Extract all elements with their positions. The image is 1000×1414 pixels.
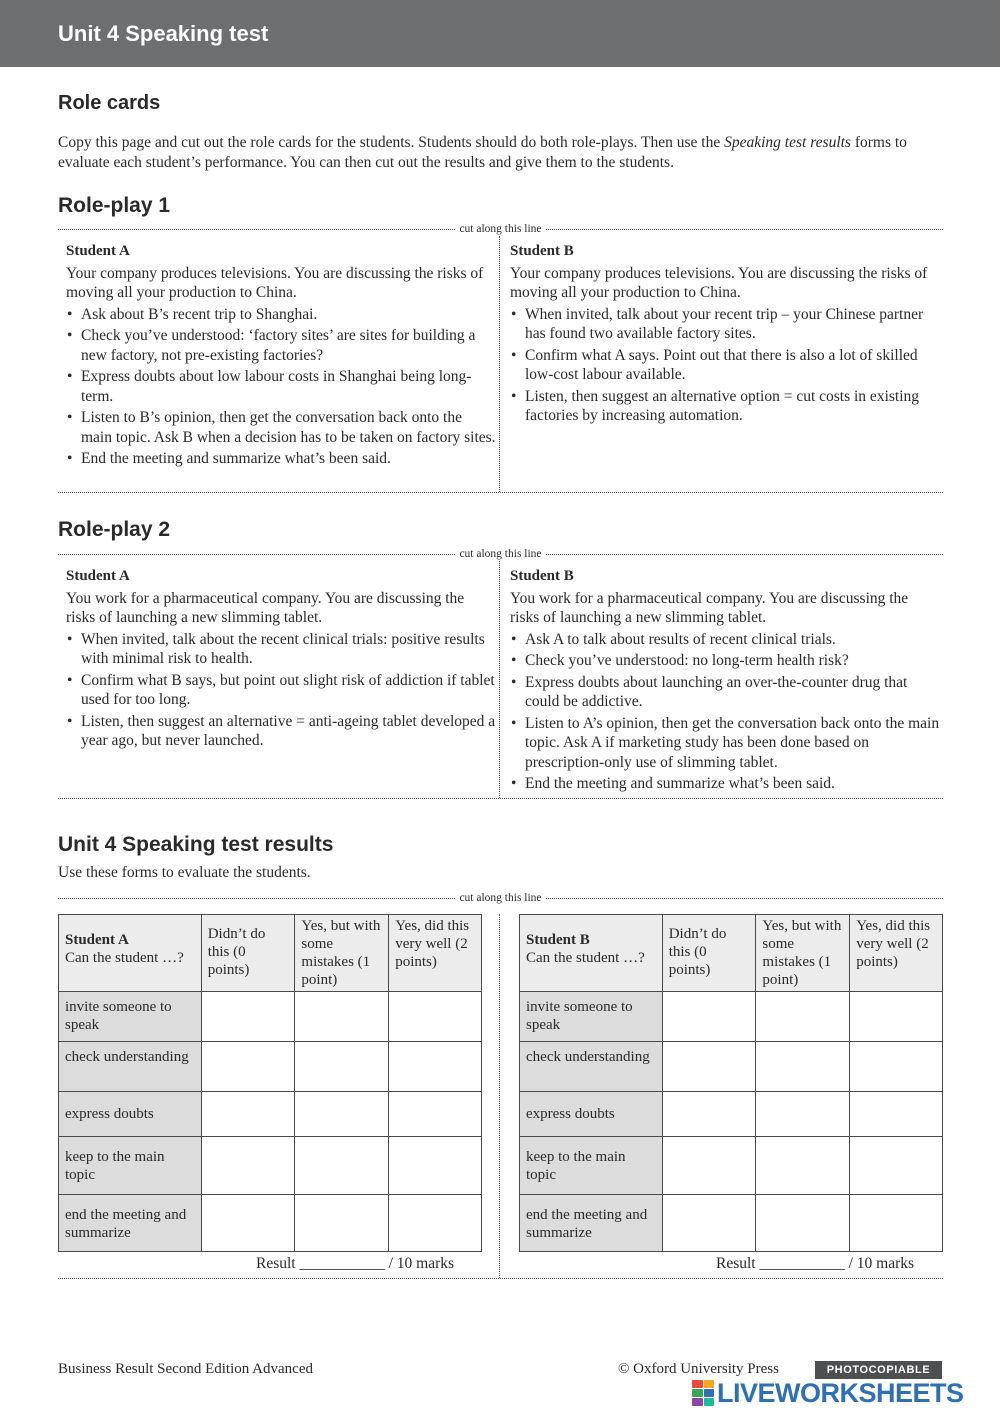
- photocopiable-badge: PHOTOCOPIABLE: [815, 1361, 942, 1379]
- table-student-label: Student A: [65, 932, 129, 948]
- score-cell[interactable]: [662, 1195, 756, 1252]
- table-row-label: invite someone to speak: [59, 992, 202, 1042]
- score-cell[interactable]: [662, 1137, 756, 1195]
- results-heading: Unit 4 Speaking test results: [58, 833, 334, 856]
- table-column-header: Yes, but with some mistakes (1 point): [295, 915, 389, 992]
- card-bullets: [510, 630, 940, 794]
- card-student-label: Student A: [66, 568, 130, 584]
- result-suffix: / 10 marks: [848, 1255, 915, 1272]
- cut-line: [58, 222, 943, 236]
- score-cell[interactable]: [389, 1137, 482, 1195]
- card-bullet: • Ask about B’s recent trip to Shanghai.: [66, 305, 496, 325]
- liveworksheets-logo-icon: [692, 1380, 714, 1406]
- score-cell[interactable]: [662, 992, 756, 1042]
- card-intro: You work for a pharmaceutical company. You are discussing the risks of launching a new slimming tablet.: [66, 589, 465, 626]
- score-cell[interactable]: [756, 1137, 850, 1195]
- intro-paragraph: [58, 133, 948, 173]
- liveworksheets-logo-text: LIVEWORKSHEETS: [717, 1377, 964, 1408]
- roleplay2-cards: [58, 561, 943, 799]
- card-intro: Your company produces televisions. You are discussing the risks of moving all your production to China.: [510, 264, 928, 301]
- intro-emphasis: Speaking test results: [724, 134, 851, 151]
- card-student-label: Student A: [66, 243, 130, 259]
- roleplay1-heading: Role-play 1: [58, 194, 171, 217]
- score-cell[interactable]: [850, 1137, 943, 1195]
- result-label: Result: [256, 1255, 296, 1272]
- card-bullet: • Express doubts about launching an over-the-counter drug that could be addictive.: [510, 673, 940, 712]
- score-cell[interactable]: [295, 992, 389, 1042]
- score-cell[interactable]: [850, 992, 943, 1042]
- score-cell[interactable]: [201, 1137, 295, 1195]
- intro-text-2: forms to evaluate each student’s performance. You can then cut out the results and give them to the students.: [58, 134, 907, 171]
- score-cell[interactable]: [201, 1092, 295, 1137]
- table-prompt: Can the student …?: [526, 950, 645, 966]
- score-cell[interactable]: [756, 992, 850, 1042]
- table-row-label: invite someone to speak: [520, 992, 663, 1042]
- score-cell[interactable]: [295, 1137, 389, 1195]
- card-bullet: • Listen to B’s opinion, then get the conversation back onto the main topic. Ask B when a decision has to be taken on factory sites.: [66, 408, 496, 447]
- score-cell[interactable]: [389, 1092, 482, 1137]
- cut-line-label: cut along this line: [455, 548, 545, 560]
- card-bullet: • Confirm what B says, but point out slight risk of addiction if tablet used for too long.: [66, 671, 496, 710]
- results-table-student-b: [519, 914, 943, 1252]
- card-bullet: • End the meeting and summarize what’s been said.: [510, 774, 940, 794]
- card-bullet: • End the meeting and summarize what’s been said.: [66, 449, 496, 469]
- table-prompt: Can the student …?: [65, 950, 184, 966]
- card-intro: You work for a pharmaceutical company. You are discussing the risks of launching a new slimming tablet.: [510, 589, 909, 626]
- card-intro: Your company produces televisions. You are discussing the risks of moving all your production to China.: [66, 264, 484, 301]
- table-row-label: keep to the main topic: [59, 1137, 202, 1195]
- table-column-header: Yes, did this very well (2 points): [389, 915, 482, 992]
- cut-line-label: cut along this line: [455, 223, 545, 235]
- table-column-header: Didn’t do this (0 points): [201, 915, 295, 992]
- footer-book-title: Business Result Second Edition Advanced: [58, 1361, 313, 1377]
- role-cards-heading: Role cards: [58, 92, 161, 114]
- table-student-label: Student B: [526, 932, 590, 948]
- score-cell[interactable]: [201, 992, 295, 1042]
- table-row-label: express doubts: [59, 1092, 202, 1137]
- score-cell[interactable]: [389, 1195, 482, 1252]
- table-row-label: check understanding: [520, 1042, 663, 1092]
- score-cell[interactable]: [756, 1092, 850, 1137]
- roleplay2-card-student-a: [66, 567, 496, 751]
- cut-line: [58, 547, 943, 561]
- roleplay2-heading: Role-play 2: [58, 518, 171, 541]
- result-blank[interactable]: ___________: [759, 1255, 845, 1272]
- result-blank[interactable]: ___________: [299, 1255, 385, 1272]
- table-row-label: end the meeting and summarize: [59, 1195, 202, 1252]
- score-cell[interactable]: [295, 1092, 389, 1137]
- card-bullet: • Check you’ve understood: ‘factory sites’ are sites for building a new factory, not pre-existing factories?: [66, 326, 496, 365]
- card-bullets: [510, 305, 940, 426]
- card-bullet: • Check you’ve understood: no long-term health risk?: [510, 651, 940, 671]
- card-bullet: • Express doubts about low labour costs in Shanghai being long-term.: [66, 367, 496, 406]
- table-column-header: Yes, did this very well (2 points): [850, 915, 943, 992]
- score-cell[interactable]: [662, 1092, 756, 1137]
- result-label: Result: [716, 1255, 756, 1272]
- score-cell[interactable]: [295, 1195, 389, 1252]
- cut-line-label: cut along this line: [455, 892, 545, 904]
- result-line-student-a: [256, 1255, 454, 1273]
- score-cell[interactable]: [201, 1042, 295, 1092]
- score-cell[interactable]: [850, 1092, 943, 1137]
- score-cell[interactable]: [389, 1042, 482, 1092]
- table-row-label: end the meeting and summarize: [520, 1195, 663, 1252]
- bottom-cut-line: [58, 1278, 943, 1279]
- intro-text-1: Copy this page and cut out the role cards for the students. Students should do both role-plays. Then use the: [58, 134, 725, 151]
- score-cell[interactable]: [850, 1042, 943, 1092]
- footer-copyright: © Oxford University Press: [618, 1361, 779, 1377]
- score-cell[interactable]: [662, 1042, 756, 1092]
- table-column-header: Didn’t do this (0 points): [662, 915, 756, 992]
- card-bullet: • Listen to A’s opinion, then get the conversation back onto the main topic. Ask A if marketing study has been done based on prescription-only use of slimming tablet.: [510, 714, 940, 773]
- card-bullets: [66, 305, 496, 469]
- result-suffix: / 10 marks: [388, 1255, 455, 1272]
- results-subtitle: Use these forms to evaluate the students.: [58, 864, 311, 881]
- results-table-student-a: [58, 914, 482, 1252]
- card-bullet: • Ask A to talk about results of recent clinical trials.: [510, 630, 940, 650]
- roleplay1-card-student-b: [510, 242, 940, 426]
- roleplay1-cards: [58, 236, 943, 493]
- cut-line: [58, 891, 943, 905]
- card-bullets: [66, 630, 496, 751]
- roleplay2-card-student-b: [510, 567, 940, 794]
- page-title: Unit 4 Speaking test: [58, 21, 269, 46]
- score-cell[interactable]: [295, 1042, 389, 1092]
- table-column-header: Yes, but with some mistakes (1 point): [756, 915, 850, 992]
- score-cell[interactable]: [756, 1042, 850, 1092]
- results-divider: [499, 914, 500, 1278]
- score-cell[interactable]: [201, 1195, 295, 1252]
- table-header-student: [59, 915, 202, 992]
- score-cell[interactable]: [850, 1195, 943, 1252]
- roleplay1-card-student-a: [66, 242, 496, 469]
- liveworksheets-logo: [692, 1378, 964, 1408]
- card-bullet: • Listen, then suggest an alternative = anti-ageing tablet developed a year ago, but never launched.: [66, 712, 496, 751]
- table-row-label: express doubts: [520, 1092, 663, 1137]
- result-line-student-b: [716, 1255, 914, 1273]
- score-cell[interactable]: [389, 992, 482, 1042]
- card-student-label: Student B: [510, 568, 574, 584]
- card-bullet: • When invited, talk about your recent trip – your Chinese partner has found two available factory sites.: [510, 305, 940, 344]
- card-student-label: Student B: [510, 243, 574, 259]
- score-cell[interactable]: [756, 1195, 850, 1252]
- table-header-student: [520, 915, 663, 992]
- table-row-label: check understanding: [59, 1042, 202, 1092]
- card-bullet: • Listen, then suggest an alternative option = cut costs in existing factories by increasing automation.: [510, 387, 940, 426]
- card-bullet: • Confirm what A says. Point out that there is also a lot of skilled low-cost labour available.: [510, 346, 940, 385]
- table-row-label: keep to the main topic: [520, 1137, 663, 1195]
- card-bullet: • When invited, talk about the recent clinical trials: positive results with minimal risk to health.: [66, 630, 496, 669]
